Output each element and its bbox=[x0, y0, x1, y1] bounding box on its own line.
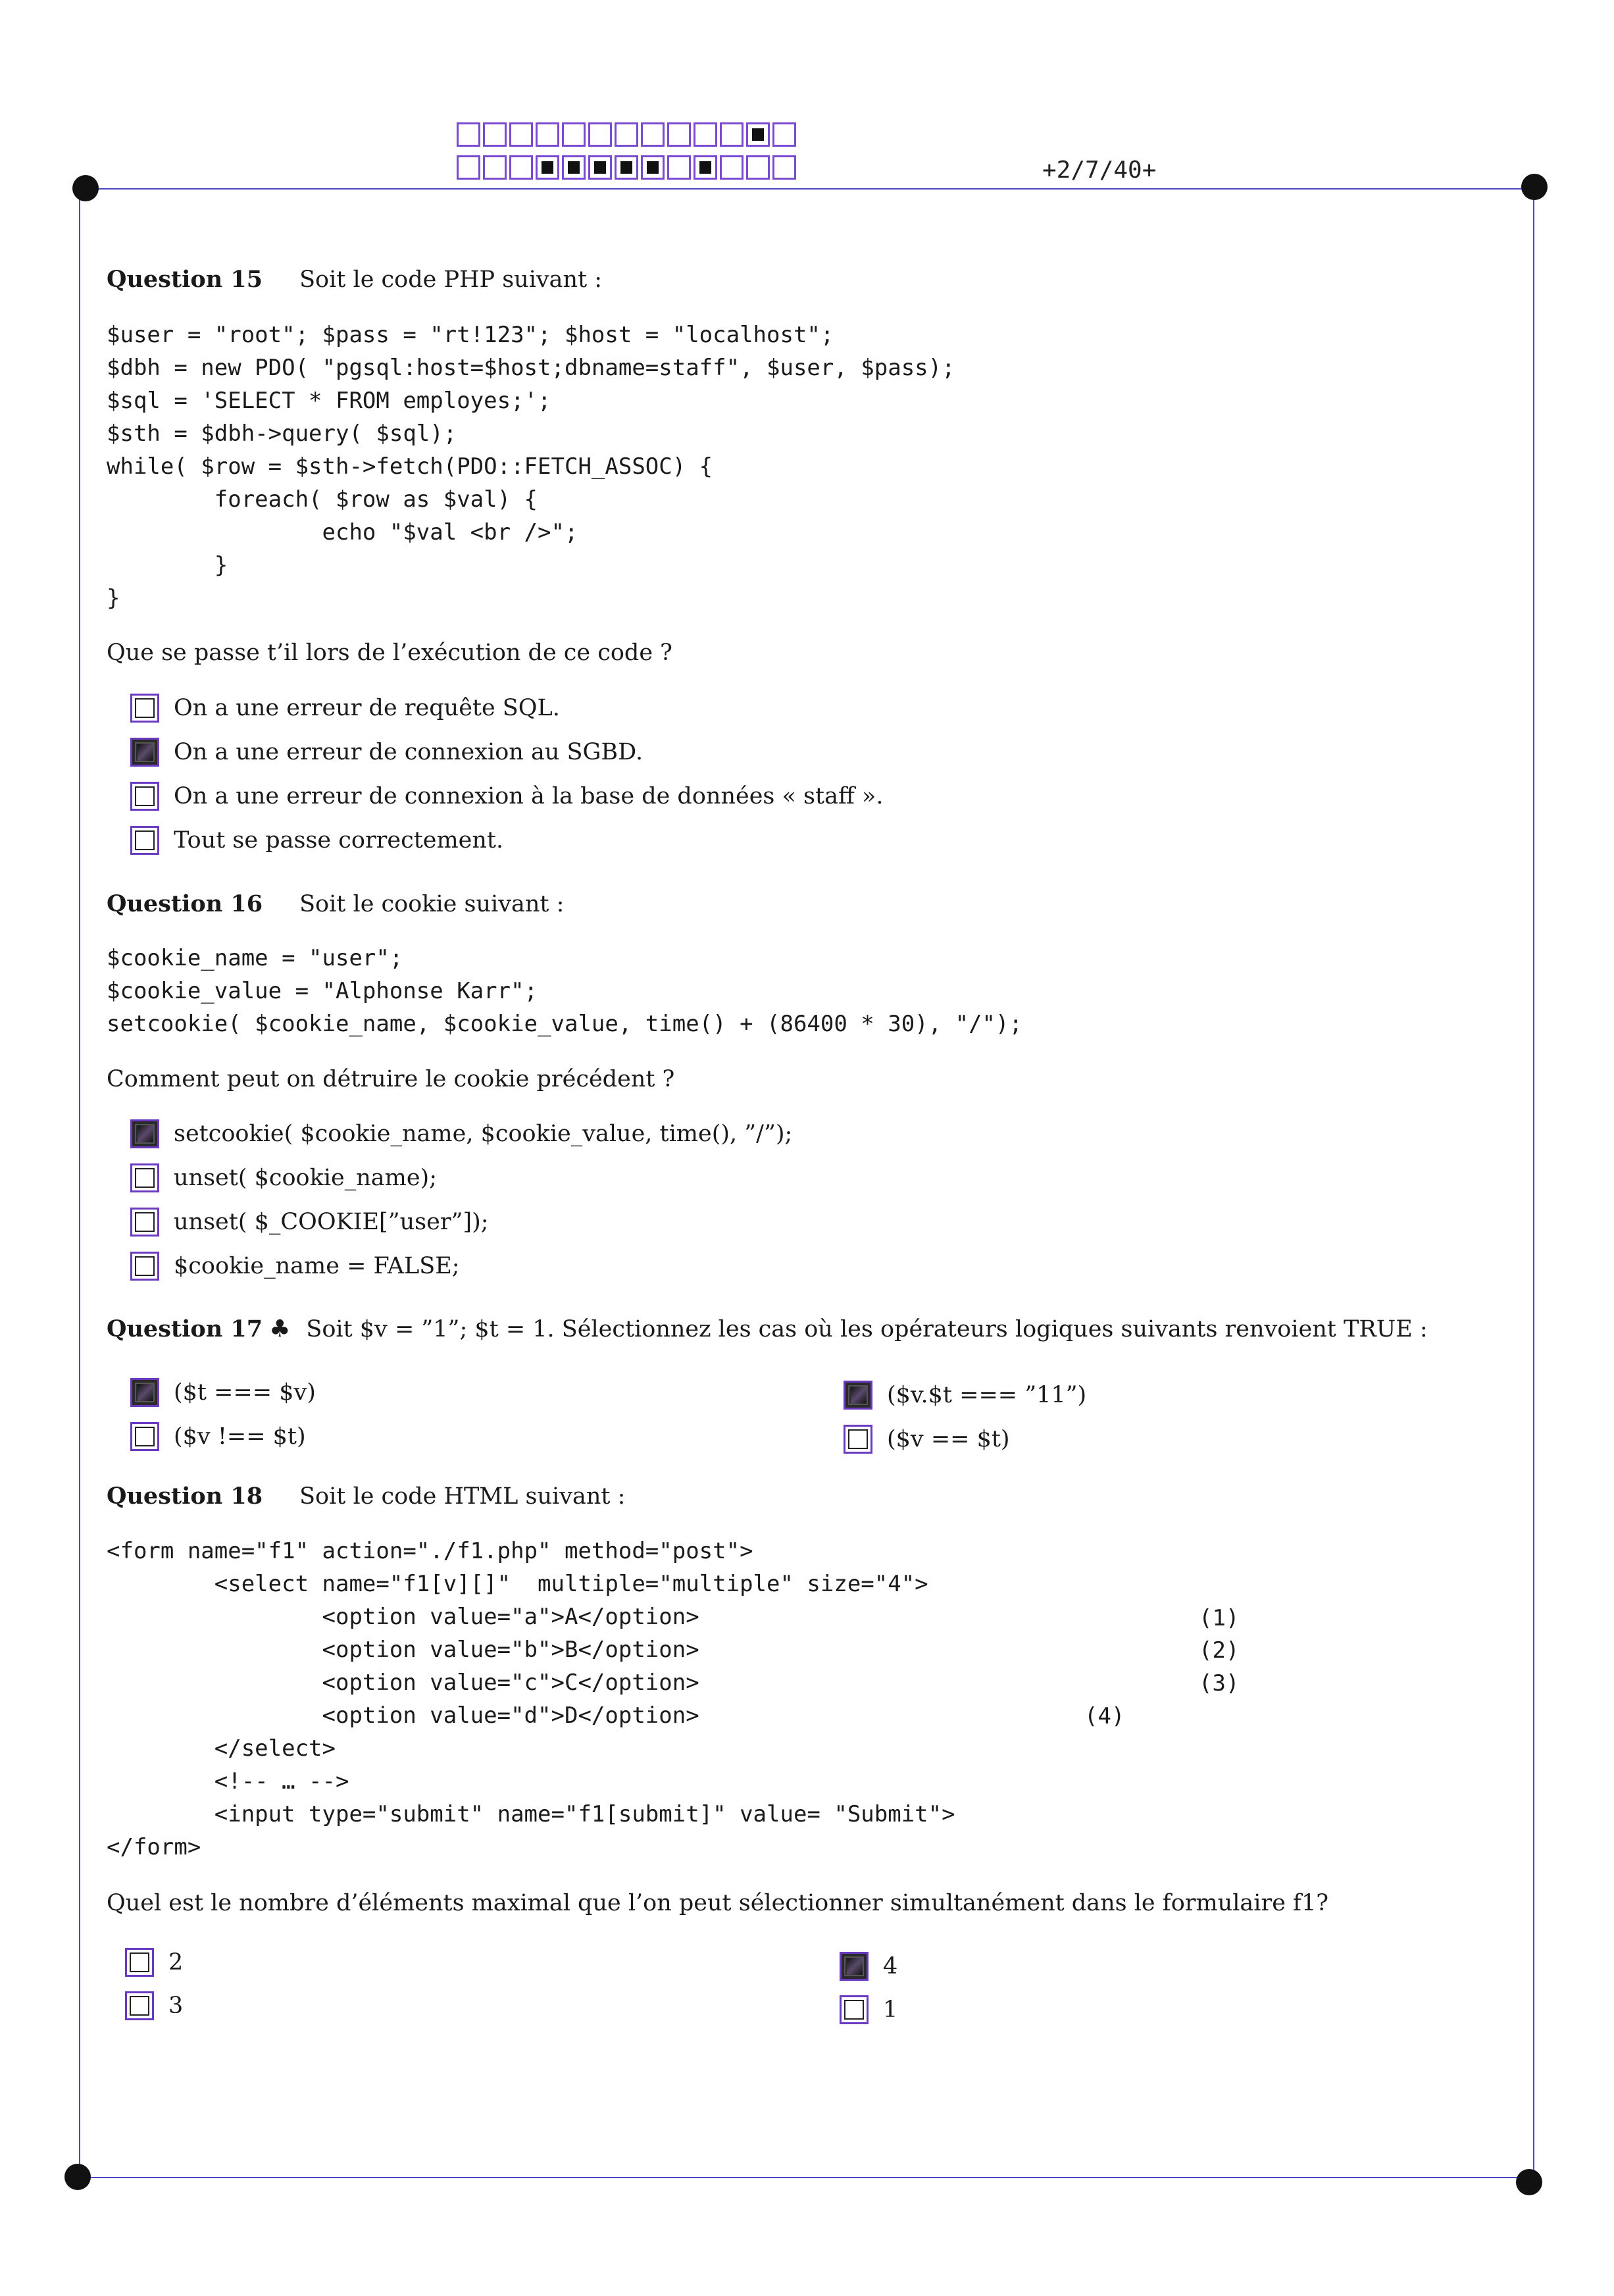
empty-code-box bbox=[667, 155, 691, 180]
q18-option-1[interactable] bbox=[125, 1948, 183, 1977]
corner-mark-bottom-left bbox=[64, 2164, 91, 2190]
question-number: Question 18 bbox=[107, 1483, 263, 1510]
q18-option-2[interactable] bbox=[125, 1991, 183, 2020]
q17-option-3[interactable] bbox=[844, 1381, 1086, 1410]
frame-bottom-line bbox=[78, 2177, 1532, 2178]
q17-option-2[interactable] bbox=[130, 1422, 306, 1451]
checkbox-icon[interactable] bbox=[130, 826, 159, 855]
q18-html-code: <form name="f1" action="./f1.php" method="post"> <select name="f1[v][]" multiple="multiple" size="4"> <option value="a">A</option> <option value="b">B</option> <option value="c">C</option> <option value="d">D</option> </select> <!-- … --> <input type="submit" name="f1[submit]" value= "Submit"> </form> bbox=[107, 1538, 955, 1860]
empty-code-box bbox=[772, 122, 796, 147]
empty-code-box bbox=[615, 122, 638, 147]
option-label: 2 bbox=[168, 1949, 184, 1976]
option-label: ($v.$t === ”11”) bbox=[887, 1382, 1087, 1408]
club-icon: ♣ bbox=[269, 1315, 291, 1342]
code-marker-2: (2) bbox=[1199, 1637, 1240, 1664]
filled-code-box bbox=[694, 155, 717, 180]
empty-code-box bbox=[509, 155, 533, 180]
filled-code-box bbox=[588, 155, 612, 180]
q16-option-1[interactable] bbox=[130, 1119, 792, 1148]
empty-code-box bbox=[588, 122, 612, 147]
question-number: Question 16 bbox=[107, 890, 263, 917]
checkbox-icon[interactable] bbox=[130, 1422, 159, 1451]
frame-left-line bbox=[79, 188, 80, 2178]
option-label: 1 bbox=[883, 1997, 898, 2023]
q16-option-2[interactable] bbox=[130, 1163, 437, 1192]
q17-option-1[interactable] bbox=[130, 1378, 316, 1407]
empty-code-box bbox=[746, 155, 770, 180]
empty-code-box bbox=[509, 122, 533, 147]
checked-checkbox-icon[interactable] bbox=[840, 1952, 869, 1981]
checked-checkbox-icon[interactable] bbox=[130, 738, 159, 767]
q15-option-1[interactable] bbox=[130, 694, 560, 723]
option-label: ($v !== $t) bbox=[174, 1423, 306, 1450]
filled-code-box bbox=[746, 122, 770, 147]
empty-code-box bbox=[536, 122, 559, 147]
option-label: 4 bbox=[883, 1953, 898, 1979]
q17-option-4[interactable] bbox=[844, 1425, 1010, 1454]
q15-php-code: $user = "root"; $pass = "rt!123"; $host = "localhost"; $dbh = new PDO( "pgsql:host=$host;dbname=staff", $user, $pass); $sql = 'SELECT * FROM employes;'; $sth = $dbh->query( $sql); while( $row = $sth->fetch(PDO::FETCH_ASSOC) { foreach( $row as $val) { echo "$val <br />"; } } bbox=[107, 322, 955, 611]
q15-option-4[interactable] bbox=[130, 826, 503, 855]
option-label: unset( $_COOKIE[”user”]); bbox=[174, 1209, 489, 1235]
code-marker-4: (4) bbox=[1084, 1703, 1125, 1729]
option-label: On a une erreur de connexion à la base de données « staff ». bbox=[174, 783, 884, 809]
q16-php-code: $cookie_name = "user"; $cookie_value = "Alphonse Karr"; setcookie( $cookie_name, $cookie_value, time() + (86400 * 30), "/"); bbox=[107, 945, 1022, 1037]
empty-code-box bbox=[641, 122, 665, 147]
q15-question-text: Que se passe t’il lors de l’exécution de ce code ? bbox=[107, 640, 672, 666]
student-code-row-1 bbox=[457, 122, 799, 147]
empty-code-box bbox=[483, 122, 507, 147]
question-intro: Soit le code HTML suivant : bbox=[299, 1483, 626, 1510]
checkbox-icon[interactable] bbox=[130, 782, 159, 811]
option-label: ($v == $t) bbox=[887, 1426, 1010, 1452]
option-label: ($t === $v) bbox=[174, 1379, 316, 1406]
question-intro: Soit le cookie suivant : bbox=[299, 891, 565, 917]
checkbox-icon[interactable] bbox=[130, 1252, 159, 1281]
corner-mark-top-right bbox=[1521, 174, 1548, 200]
filled-code-box bbox=[615, 155, 638, 180]
frame-right-line bbox=[1533, 188, 1534, 2178]
checkbox-icon[interactable] bbox=[844, 1425, 872, 1454]
option-label: unset( $cookie_name); bbox=[174, 1165, 437, 1191]
empty-code-box bbox=[483, 155, 507, 180]
question-number: Question 17 bbox=[107, 1315, 263, 1342]
checkbox-icon[interactable] bbox=[840, 1995, 869, 2024]
checked-checkbox-icon[interactable] bbox=[844, 1381, 872, 1410]
empty-code-box bbox=[562, 122, 586, 147]
q15-option-2[interactable] bbox=[130, 738, 643, 767]
question-intro: Soit le code PHP suivant : bbox=[299, 267, 603, 293]
empty-code-box bbox=[720, 155, 744, 180]
question-18-header bbox=[107, 1483, 625, 1510]
code-marker-3: (3) bbox=[1199, 1670, 1240, 1696]
q16-question-text: Comment peut on détruire le cookie précédent ? bbox=[107, 1066, 675, 1092]
option-label: 3 bbox=[168, 1993, 184, 2019]
q16-option-3[interactable] bbox=[130, 1208, 489, 1237]
filled-code-box bbox=[641, 155, 665, 180]
empty-code-box bbox=[694, 122, 717, 147]
checkbox-icon[interactable] bbox=[125, 1991, 154, 2020]
question-number: Question 15 bbox=[107, 266, 263, 293]
question-15-header bbox=[107, 267, 602, 293]
page-id: +2/7/40+ bbox=[1042, 157, 1157, 184]
q16-option-4[interactable] bbox=[130, 1252, 460, 1281]
checkbox-icon[interactable] bbox=[125, 1948, 154, 1977]
option-label: setcookie( $cookie_name, $cookie_value, time(), ”/”); bbox=[174, 1121, 793, 1147]
empty-code-box bbox=[667, 122, 691, 147]
filled-code-box bbox=[562, 155, 586, 180]
corner-mark-bottom-right bbox=[1516, 2169, 1542, 2195]
empty-code-box bbox=[772, 155, 796, 180]
option-label: Tout se passe correctement. bbox=[174, 827, 504, 854]
checkbox-icon[interactable] bbox=[130, 1208, 159, 1237]
q18-question-text: Quel est le nombre d’éléments maximal que l’on peut sélectionner simultanément dans le formulaire f1? bbox=[107, 1890, 1329, 1916]
q18-option-4[interactable] bbox=[840, 1995, 897, 2024]
student-code-row-2 bbox=[457, 155, 799, 180]
empty-code-box bbox=[720, 122, 744, 147]
empty-code-box bbox=[457, 122, 480, 147]
question-17-header bbox=[107, 1316, 1428, 1342]
frame-top-line bbox=[87, 188, 1534, 190]
filled-code-box bbox=[536, 155, 559, 180]
question-intro: Soit $v = ”1”; $t = 1. Sélectionnez les cas où les opérateurs logiques suivants renvoient TRUE : bbox=[306, 1316, 1428, 1342]
q18-option-3[interactable] bbox=[840, 1952, 897, 1981]
checkbox-icon[interactable] bbox=[130, 1163, 159, 1192]
option-label: On a une erreur de requête SQL. bbox=[174, 695, 560, 721]
empty-code-box bbox=[457, 155, 480, 180]
code-marker-1: (1) bbox=[1199, 1605, 1240, 1631]
corner-mark-top-left bbox=[72, 175, 99, 201]
option-label: On a une erreur de connexion au SGBD. bbox=[174, 739, 643, 765]
checkbox-icon[interactable] bbox=[130, 694, 159, 723]
checked-checkbox-icon[interactable] bbox=[130, 1119, 159, 1148]
question-16-header bbox=[107, 891, 564, 917]
q15-option-3[interactable] bbox=[130, 782, 883, 811]
option-label: $cookie_name = FALSE; bbox=[174, 1253, 460, 1279]
checked-checkbox-icon[interactable] bbox=[130, 1378, 159, 1407]
